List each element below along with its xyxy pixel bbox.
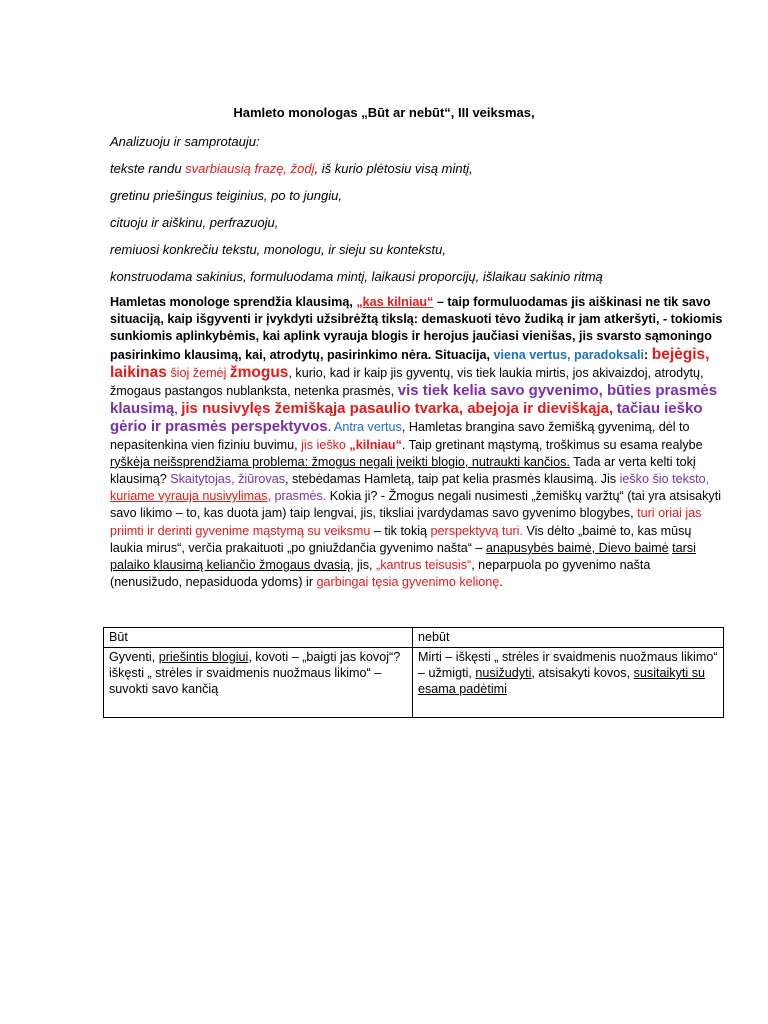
highlight-phrase: vis tiek kelia savo gyvenimo, būties prasmės klausimą [110,382,718,418]
highlight-phrase: Skaitytojas, žiūrovas [170,472,285,487]
highlight-phrase: viena vertus, paradoksali [493,347,645,362]
method-line-1-start: tekste randu [110,161,186,176]
highlight-phrase: „kilniau“ [349,437,402,452]
underlined-phrase: nusižudyti [475,666,532,680]
highlight-phrase: kuriame vyrauja nusivylimas [110,489,268,504]
underlined-phrase: tarsi palaiko klausimą keliančio žmogaus dvasią [110,540,696,573]
table-cell-but [104,648,413,718]
underlined-phrase: anapusybės baimė, Dievo baimė [485,540,669,555]
method-line-1-highlight: svarbiausią frazę, žodį [185,161,315,176]
text-run: Vis dėlto „baimė to, kas mūsų laukia mirus“, verčia prakaituoti „po gniuždančia gyvenimo našta“ – [110,523,692,555]
text-run: . [327,420,334,435]
highlight-phrase: žmogus [229,363,289,381]
comparison-table [103,627,724,718]
highlight-phrase: jis nusivylęs žemiškąja pasaulio tvarka, abejoja ir dieviškąja, [181,400,614,418]
highlight-phrase: turi oriai jas priimti ir derinti gyvenime mąstymą su veiksmu [110,506,702,538]
text-run: Tada ar verta kelti tokį klausimą? [110,454,696,487]
highlight-phrase: šioj žemėj [166,365,230,380]
highlight-phrase: tačiau ieško gėrio ir prasmės perspektyvos [110,400,703,436]
highlight-phrase: perspektyvą turi. [430,523,523,538]
analysis-paragraph [110,294,726,591]
highlight-phrase: „kas kilniau“ [356,295,434,309]
method-line-5: konstruodama sakinius, formuluodama mintį, laikausi proporcijų, išlaikau sakinio ritmą [110,269,603,284]
method-line-2: gretinu priešingus teiginius, po to jungiu, [110,188,342,203]
table-header-nebut: nebūt [413,628,724,648]
document-title: Hamleto monologas „Būt ar nebūt“, III veiksmas, [233,105,535,120]
underlined-phrase: ryškėja neišsprendžiama problema: žmogus negali įveikti blogio, nutraukti kančios. [110,454,570,469]
text-run: , jis, [350,558,376,573]
method-line-1-end: , iš kurio plėtosiu visą mintį, [314,161,473,176]
text-run: – tik tokią [370,523,431,538]
table-header-but: Būt [104,628,413,648]
text-run: , [174,402,182,417]
cell-text: , kovoti – „baigti jas kovoj“? iškęsti „ strėles ir svaidmenis nuožmaus likimo“ – suvokti savo kančią [109,650,401,696]
highlight-phrase: Antra vertus [333,420,402,435]
cell-text: Gyventi, [109,650,159,664]
highlight-phrase: garbingai tęsia gyvenimo kelionę [316,575,500,590]
method-intro: Analizuoju ir samprotauju: [110,134,260,149]
cell-text: , atsisakyti kovos, [531,666,634,680]
text-run: Kokia ji? - Žmogus negali nusimesti „žemiškų varžtų“ (tai yra atsisakyti savo likimo – to, kas duota jam) taip lengvai, jis, tiksliai įvardydamas savo gyvenimo blogybes, [110,489,722,521]
underlined-phrase: susitaikyti su esama padėtimi [418,666,705,696]
highlight-phrase: jis ieško [301,437,350,452]
text-run: . [499,575,503,590]
method-line-4: remiuosi konkrečiu tekstu, monologu, ir sieju su kontekstu, [110,242,446,257]
cell-text: Mirti – iškęsti „ strėles ir svaidmenis nuožmaus likimo“ – užmigti, [418,650,718,680]
text-run: , neparpuola po gyvenimo našta (nenusižudo, nepasiduoda ydoms) ir [110,558,651,590]
text-run: : [644,347,652,362]
highlight-phrase: „kantrus teisusis“ [376,558,472,573]
underlined-phrase: priešintis blogiui [158,650,249,664]
highlight-phrase: , prasmės. [267,489,327,504]
method-line-1 [110,161,473,176]
text-run: – taip formuluodamas jis aiškinasi ne tik savo situaciją, kaip išgyventi ir įvykdyti užsibrėžtą tikslą: demaskuoti tėvo žudiką ir jam atkeršyti, - tokiomis sunkiomis aplinkybėmis, kai aplink vyrauja blogis ir herojus jaučiasi vienišas, jis svarsto sąmoningo pasirinkimo klausimą, kai, atrodytų, pasirinkimo nėra. Situacija, [110,295,723,362]
text-run: . Taip gretinant mąstymą, troškimus su esama realybe [401,437,703,452]
table-cell-nebut [413,648,724,718]
text-run: , kurio, kad ir kaip jis gyventų, vis tiek laukia mirtis, jos akivaizdoj, atrodytų, žmogaus pastangos nublanksta, netenka prasmės, [110,365,704,399]
method-line-3: cituoju ir aiškinu, perfrazuoju, [110,215,279,230]
highlight-phrase: bejėgis, laikinas [110,345,710,381]
text-run: , Hamletas brangina savo žemišką gyvenimą, dėl to nepasitenkina vien fiziniu buvimu, [110,420,690,452]
text-run: , stebėdamas Hamletą, taip pat kelia prasmės klausimą. Jis [285,472,620,487]
table-header-row [104,628,724,648]
highlight-phrase: ieško šio teksto, [619,472,710,487]
text-run: Hamletas monologe sprendžia klausimą, [110,295,357,309]
table-row [104,648,724,718]
